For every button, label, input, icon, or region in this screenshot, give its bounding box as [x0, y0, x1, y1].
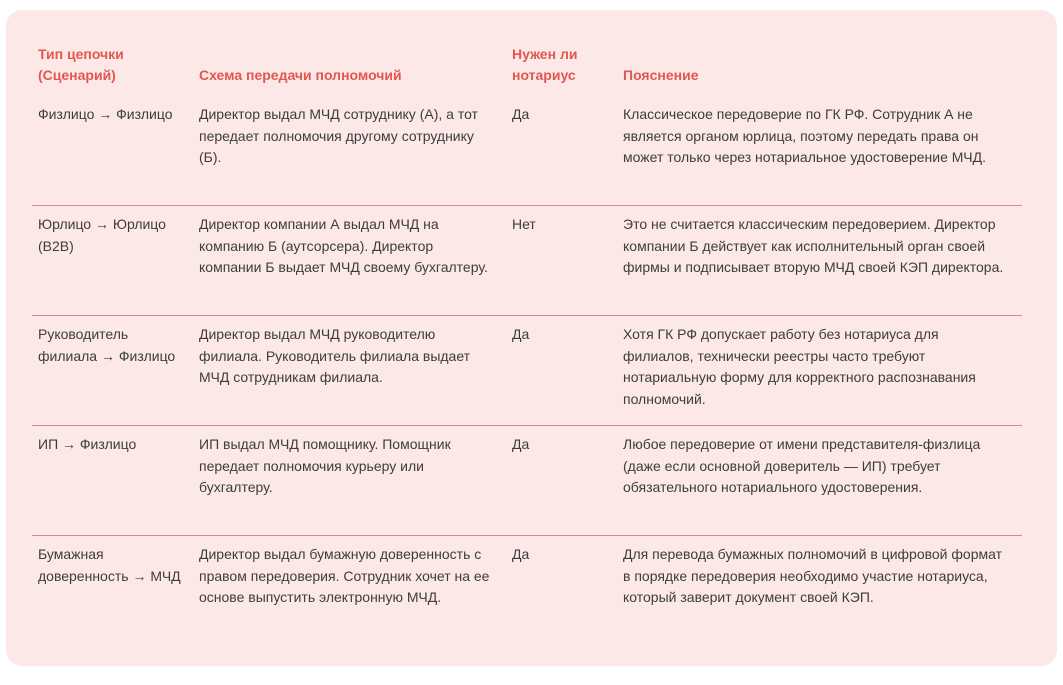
- cell-scheme: Директор выдал бумажную доверенность с правом передоверия. Сотрудник хочет на ее основе выпустить электронную МЧД.: [199, 546, 490, 605]
- cell-chain-type: Бумажная доверенность → МЧД: [38, 546, 181, 584]
- cell-notary: Да: [512, 326, 530, 342]
- header-notary: Нужен ли нотариус: [512, 46, 578, 83]
- cell-scheme: Директор выдал МЧД руководителю филиала. Руководитель филиала выдает МЧД сотрудникам филиала.: [199, 326, 471, 385]
- cell-notary: Да: [512, 546, 530, 562]
- delegation-table: [32, 34, 1022, 645]
- cell-chain-type: Физлицо → Физлицо: [38, 106, 173, 122]
- cell-chain-type: Руководитель филиала → Физлицо: [38, 326, 176, 364]
- header-explanation: Пояснение: [623, 67, 699, 83]
- header-scheme: Схема передачи полномочий: [199, 67, 402, 83]
- cell-scheme: Директор выдал МЧД сотруднику (А), а тот передает полномочия другому сотруднику (Б).: [199, 106, 478, 165]
- table-row: [32, 316, 1022, 426]
- cell-explanation: Это не считается классическим передоверием. Директор компании Б действует как исполнительный орган своей фирмы и подписывает вторую МЧД своей КЭП директора.: [623, 216, 1004, 275]
- table-header-row: [32, 34, 1022, 96]
- cell-explanation: Хотя ГК РФ допускает работу без нотариуса для филиалов, технически реестры часто требуют нотариальную форму для корректного распознавания полномочий.: [623, 326, 976, 407]
- cell-chain-type: ИП → Физлицо: [38, 436, 137, 452]
- cell-chain-type: Юрлицо → Юрлицо (B2B): [38, 216, 166, 254]
- header-chain-type: Тип цепочки (Сценарий): [38, 46, 124, 83]
- table-row: [32, 96, 1022, 206]
- cell-notary: Да: [512, 436, 530, 452]
- cell-notary: Да: [512, 106, 530, 122]
- table-row: [32, 426, 1022, 536]
- cell-scheme: Директор компании А выдал МЧД на компанию Б (аутсорсера). Директор компании Б выдает МЧД своему бухгалтеру.: [199, 216, 488, 275]
- cell-notary: Нет: [512, 216, 536, 232]
- cell-explanation: Классическое передоверие по ГК РФ. Сотрудник А не является органом юрлица, поэтому передать права он может только через нотариальное удостоверение МЧД.: [623, 106, 986, 165]
- cell-scheme: ИП выдал МЧД помощнику. Помощник передает полномочия курьеру или бухгалтеру.: [199, 436, 451, 495]
- cell-explanation: Для перевода бумажных полномочий в цифровой формат в порядке передоверия необходимо участие нотариуса, который заверит документ своей КЭП.: [623, 546, 1002, 605]
- cell-explanation: Любое передоверие от имени представителя-физлица (даже если основной доверитель — ИП) требует обязательного нотариального удостоверения.: [623, 436, 981, 495]
- table-row: [32, 536, 1022, 646]
- table-row: [32, 206, 1022, 316]
